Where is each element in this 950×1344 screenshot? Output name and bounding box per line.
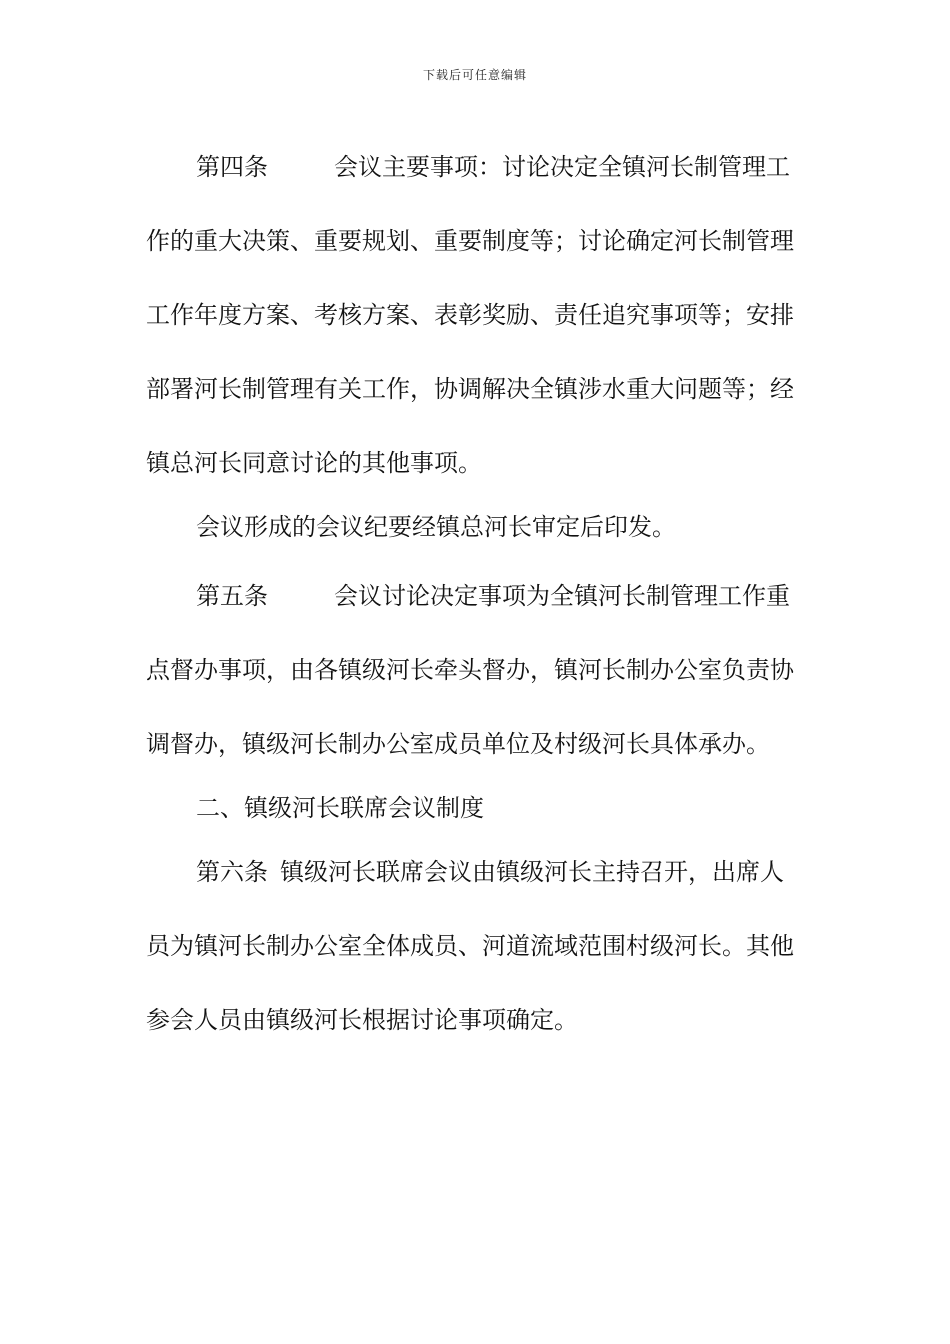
paragraph-meeting-minutes: 会议形成的会议纪要经镇总河长审定后印发。	[196, 513, 676, 541]
section-2-heading: 二、镇级河长联席会议制度	[196, 794, 484, 822]
article-4-text: 会议主要事项：讨论决定全镇河长制管理工作的重大决策、重要规划、重要制度等；讨论确定河长制管理工作年度方案、考核方案、表彰奖励、责任追究事项等；安排部署河长制管理有关工作，协调解决全镇涉水重大问题等；经镇总河长同意讨论的其他事项。	[146, 153, 794, 477]
paragraph-article-4	[146, 130, 806, 500]
paragraph-article-5	[146, 559, 806, 781]
paragraph-article-6	[146, 835, 806, 1057]
article-5-label: 第五条	[196, 582, 268, 610]
page-header-watermark: 下载后可任意编辑	[422, 68, 527, 82]
article-6-text: 镇级河长联席会议由镇级河长主持召开，出席人员为镇河长制办公室全体成员、河道流域范围村级河长。其他参会人员由镇级河长根据讨论事项确定。	[146, 858, 794, 1034]
article-5-text: 会议讨论决定事项为全镇河长制管理工作重点督办事项，由各镇级河长牵头督办，镇河长制办公室负责协调督办，镇级河长制办公室成员单位及村级河长具体承办。	[146, 582, 794, 758]
article-4-label: 第四条	[196, 153, 268, 181]
document-body	[146, 130, 806, 1057]
article-6-label: 第六条	[196, 858, 268, 886]
